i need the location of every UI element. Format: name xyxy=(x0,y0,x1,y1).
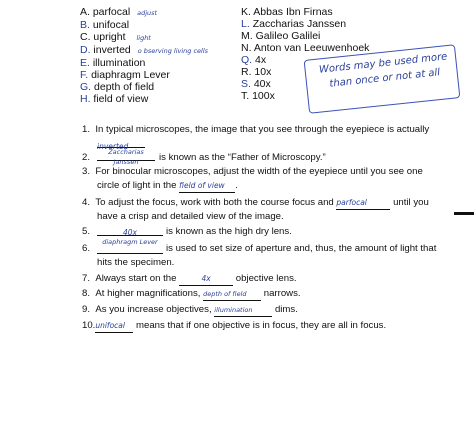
bank-item-a: A. parfocal adjust xyxy=(80,6,158,18)
bank-item-m: M. Galileo Galilei xyxy=(241,30,321,42)
question-6-text: is used to set size of aperture and, thus, the amount of light that xyxy=(166,243,437,254)
bank-item-h: H. field of view xyxy=(80,93,149,105)
question-3-line2: circle of light in the field of view . xyxy=(97,180,238,191)
bank-item-n: N. Anton van Leeuwenhoek xyxy=(241,42,370,54)
question-7: 7. Always start on the 4x objective lens. xyxy=(82,273,297,284)
answer-6: diaphragm Lever xyxy=(102,238,158,246)
question-6-line2: hits the specimen. xyxy=(97,257,175,268)
question-5: 5. xyxy=(82,226,91,237)
answer-8-blank xyxy=(203,288,261,301)
bank-item-b: B. unifocal xyxy=(80,19,130,31)
handwritten-note: Words may be used more than once or not at all xyxy=(318,51,448,90)
bank-item-s: S. 40x xyxy=(241,78,271,90)
bank-item-e: E. illumination xyxy=(80,57,146,69)
question-3: 3. For binocular microscopes, adjust the width of the eyepiece until you see one xyxy=(82,166,423,177)
question-9: 9. As you increase objectives, illumination dims. xyxy=(82,304,298,315)
answer-10: unifocal xyxy=(95,321,125,330)
answer-7: 4x xyxy=(201,274,211,283)
bank-item-k: K. Abbas Ibn Firnas xyxy=(241,6,333,18)
question-4-line2: have a crisp and detailed view of the image. xyxy=(97,211,284,222)
answer-5: 40x xyxy=(123,228,137,237)
bank-item-r: R. 10x xyxy=(241,66,272,78)
question-5-text: is known as the high dry lens. xyxy=(166,226,292,237)
question-10: 10.unifocal means that if one objective is in focus, they are all in focus. xyxy=(82,320,387,331)
answer-5-blank xyxy=(97,222,163,236)
question-2: 2. xyxy=(82,152,91,163)
bank-item-g: G. depth of field xyxy=(80,81,155,93)
bank-item-f: F. diaphragm Lever xyxy=(80,69,170,81)
answer-6-blank xyxy=(97,236,163,254)
answer-9-blank xyxy=(214,304,272,317)
question-8: 8. At higher magnifications, depth of field narrows. xyxy=(82,288,301,299)
answer-3: field of view xyxy=(179,181,225,190)
answer-8: depth of field xyxy=(203,290,247,298)
word-bank-left xyxy=(80,6,208,105)
answer-2-blank xyxy=(97,146,155,166)
answer-7-blank xyxy=(179,273,233,286)
question-2-text: is known as the “Father of Microscopy.” xyxy=(159,152,326,163)
bank-item-c: C. upright light xyxy=(80,31,151,43)
bank-item-q: Q. 4x xyxy=(241,54,267,66)
question-6: 6. xyxy=(82,243,91,254)
page-edge-mark xyxy=(454,212,474,215)
bank-item-t: T. 100x xyxy=(241,90,275,102)
question-1: 1. In typical microscopes, the image that you see through the eyepiece is actually xyxy=(82,124,430,135)
answer-2: Zaccharias Janssen xyxy=(108,148,144,166)
bank-item-l: L. Zaccharias Janssen xyxy=(241,18,347,30)
answer-1: inverted xyxy=(97,142,129,151)
answer-9: illumination xyxy=(214,306,253,314)
answer-3-blank xyxy=(179,180,235,193)
question-4: 4. To adjust the focus, work with both the course focus and parfocal until you xyxy=(82,197,429,208)
answer-4: parfocal xyxy=(336,198,367,207)
answer-4-blank xyxy=(336,197,390,210)
bank-item-d: D. inverted o bserving living cells xyxy=(80,44,209,56)
answer-10-blank xyxy=(95,320,133,333)
